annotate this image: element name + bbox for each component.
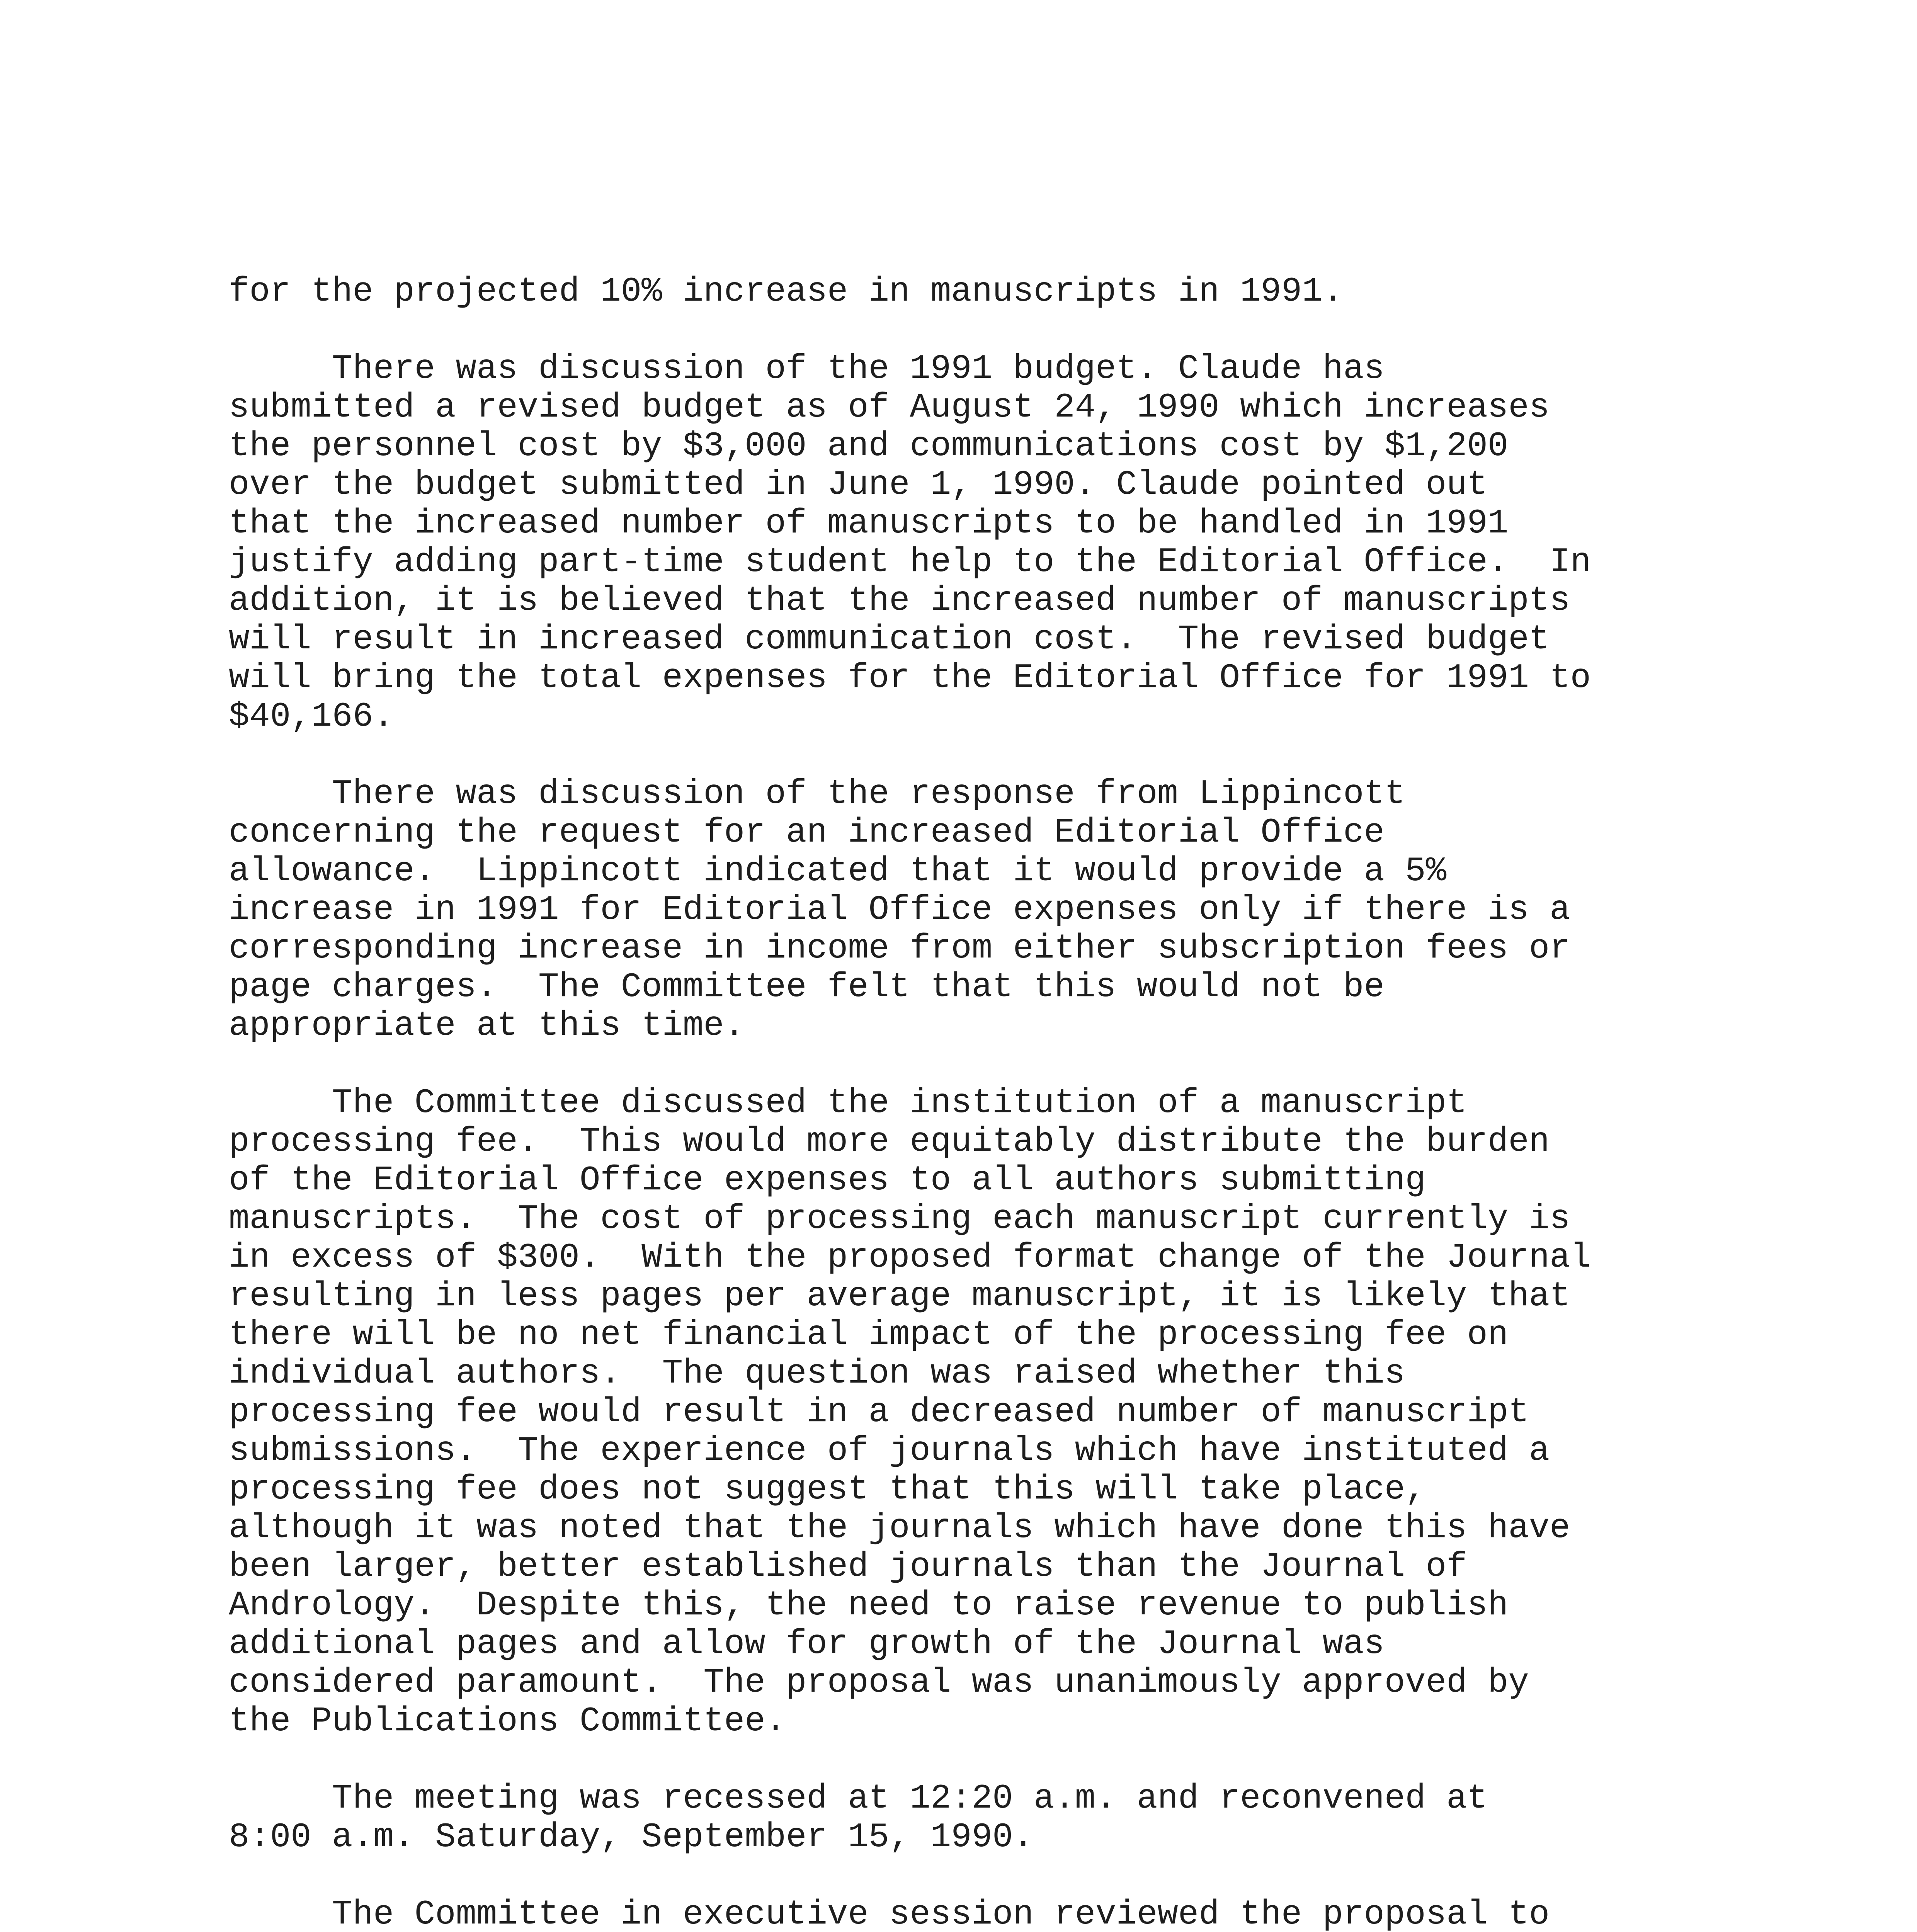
- paragraph-lippincott-response: There was discussion of the response from Lippincott concerning the request for an increased Editorial Office allowance. Lippincott indicated that it would provide a 5% increase in 1991 for Editorial Office expenses only if there is a corresponding increase in income from either subscription fees or page charges. The Committee felt that this would not be appropriate at this time.: [229, 774, 1570, 1045]
- paragraph-continuation: for the projected 10% increase in manuscripts in 1991.: [229, 272, 1344, 311]
- paragraph-meeting-recess: The meeting was recessed at 12:20 a.m. and reconvened at 8:00 a.m. Saturday, September 15, 1990.: [229, 1779, 1488, 1857]
- paragraph-budget-revision: There was discussion of the 1991 budget. Claude has submitted a revised budget as of August 24, 1990 which increases the personnel cost by $3,000 and communications cost by $1,200 over the budget submitted in June 1, 1990. Claude pointed out that the increased number of manuscripts to be handled in 1991 justify adding part-time student help to the Editorial Office. In addition, it is believed that the increased number of manuscripts will result in increased communication cost. The revised budget will bring the total expenses for the Editorial Office for 1991 to $40,166.: [229, 349, 1591, 736]
- paragraph-honorarium: The Committee in executive session reviewed the proposal to: [332, 1895, 1550, 1932]
- paragraph-processing-fee: The Committee discussed the institution of a manuscript processing fee. This would more equitably distribute the burden of the Editorial Office expenses to all authors submitting manuscripts. The cost of processing each manuscript currently is in excess of $300. With the proposed format change of the Journal resulting in less pages per average manuscript, it is likely that there will be no net financial impact of the processing fee on individual authors. The question was raised whether this processing fee would result in a decreased number of manuscript submissions. The experience of journals which have instituted a processing fee does not suggest that this will take place, although it was noted that the journals which have done this have been larger, better established journals than the Journal of Andrology. Despite this, the need to raise revenue to publish additional pages and allow for growth of the Journal was considered paramount. The proposal was unanimously approved by the Publications Committee.: [229, 1083, 1591, 1741]
